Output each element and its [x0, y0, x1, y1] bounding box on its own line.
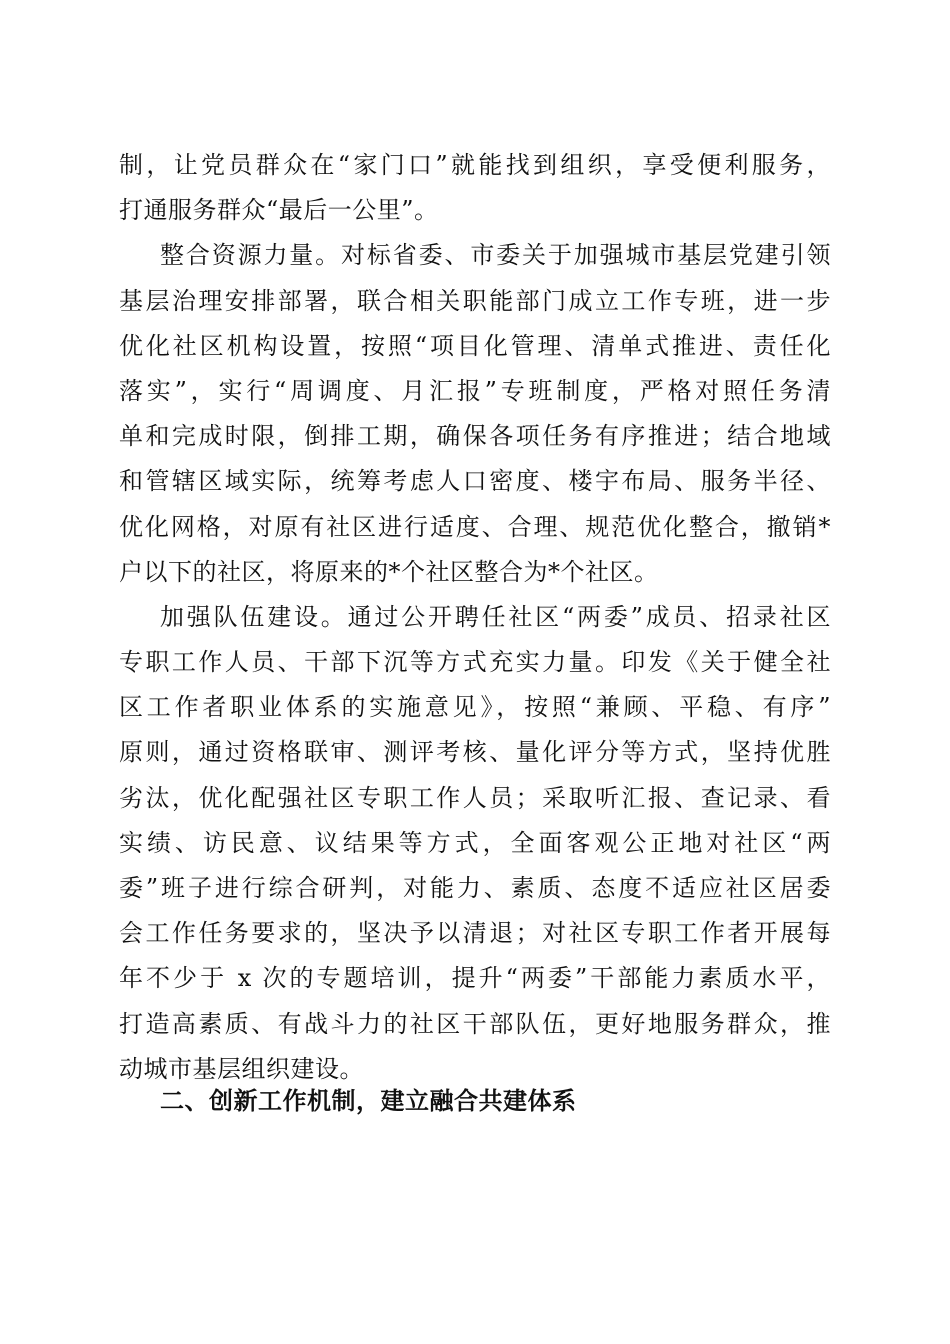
paragraph-2-line-8: 户以下的社区，将原来的*个社区整合为*个社区。	[119, 557, 659, 586]
paragraph-3-line-10: 打造高素质、有战斗力的社区干部队伍，更好地服务群众，推	[119, 1009, 831, 1038]
paragraph-3-line-9: 年不少于 x 次的专题培训，提升“两委”干部能力素质水平，	[119, 964, 831, 993]
paragraph-3-line-2: 专职工作人员、干部下沉等方式充实力量。印发《关于健全社	[119, 648, 831, 677]
paragraph-3-line-11: 动城市基层组织建设。	[119, 1054, 364, 1083]
paragraph-2-line-1: 整合资源力量。对标省委、市委关于加强城市基层党建引领	[160, 241, 831, 270]
paragraph-2-line-5: 单和完成时限，倒排工期，确保各项任务有序推进；结合地域	[119, 422, 831, 451]
paragraph-1-line-2: 打通服务群众“最后一公里”。	[119, 196, 439, 225]
document-body	[119, 143, 831, 1092]
paragraph-2-line-2: 基层治理安排部署，联合相关职能部门成立工作专班，进一步	[119, 286, 831, 315]
paragraph-3-line-7: 委”班子进行综合研判，对能力、素质、态度不适应社区居委	[119, 874, 831, 902]
paragraph-1-line-1: 制，让党员群众在“家门口”就能找到组织，享受便利服务，	[119, 151, 831, 179]
paragraph-3-line-3: 区工作者职业体系的实施意见》，按照“兼顾、平稳、有序”	[119, 693, 831, 722]
paragraph-2-line-7: 优化网格，对原有社区进行适度、合理、规范优化整合，撤销*	[119, 512, 831, 541]
paragraph-3-line-6: 实绩、访民意、议结果等方式，全面客观公正地对社区“两	[119, 828, 831, 857]
paragraph-2-line-6: 和管辖区域实际，统筹考虑人口密度、楼宇布局、服务半径、	[119, 467, 831, 496]
section-heading: 二、创新工作机制，建立融合共建体系	[160, 1087, 577, 1115]
paragraph-3-line-8: 会工作任务要求的，坚决予以清退；对社区专职工作者开展每	[119, 919, 831, 948]
paragraph-3-line-1: 加强队伍建设。通过公开聘任社区“两委”成员、招录社区	[160, 602, 831, 631]
paragraph-3-line-5: 劣汰，优化配强社区专职工作人员；采取听汇报、查记录、看	[119, 783, 831, 812]
paragraph-2-line-3: 优化社区机构设置，按照“项目化管理、清单式推进、责任化	[119, 331, 831, 360]
paragraph-3-line-4: 原则，通过资格联审、测评考核、量化评分等方式，坚持优胜	[119, 738, 831, 767]
paragraph-2-line-4: 落实”，实行“周调度、月汇报”专班制度，严格对照任务清	[119, 376, 831, 405]
